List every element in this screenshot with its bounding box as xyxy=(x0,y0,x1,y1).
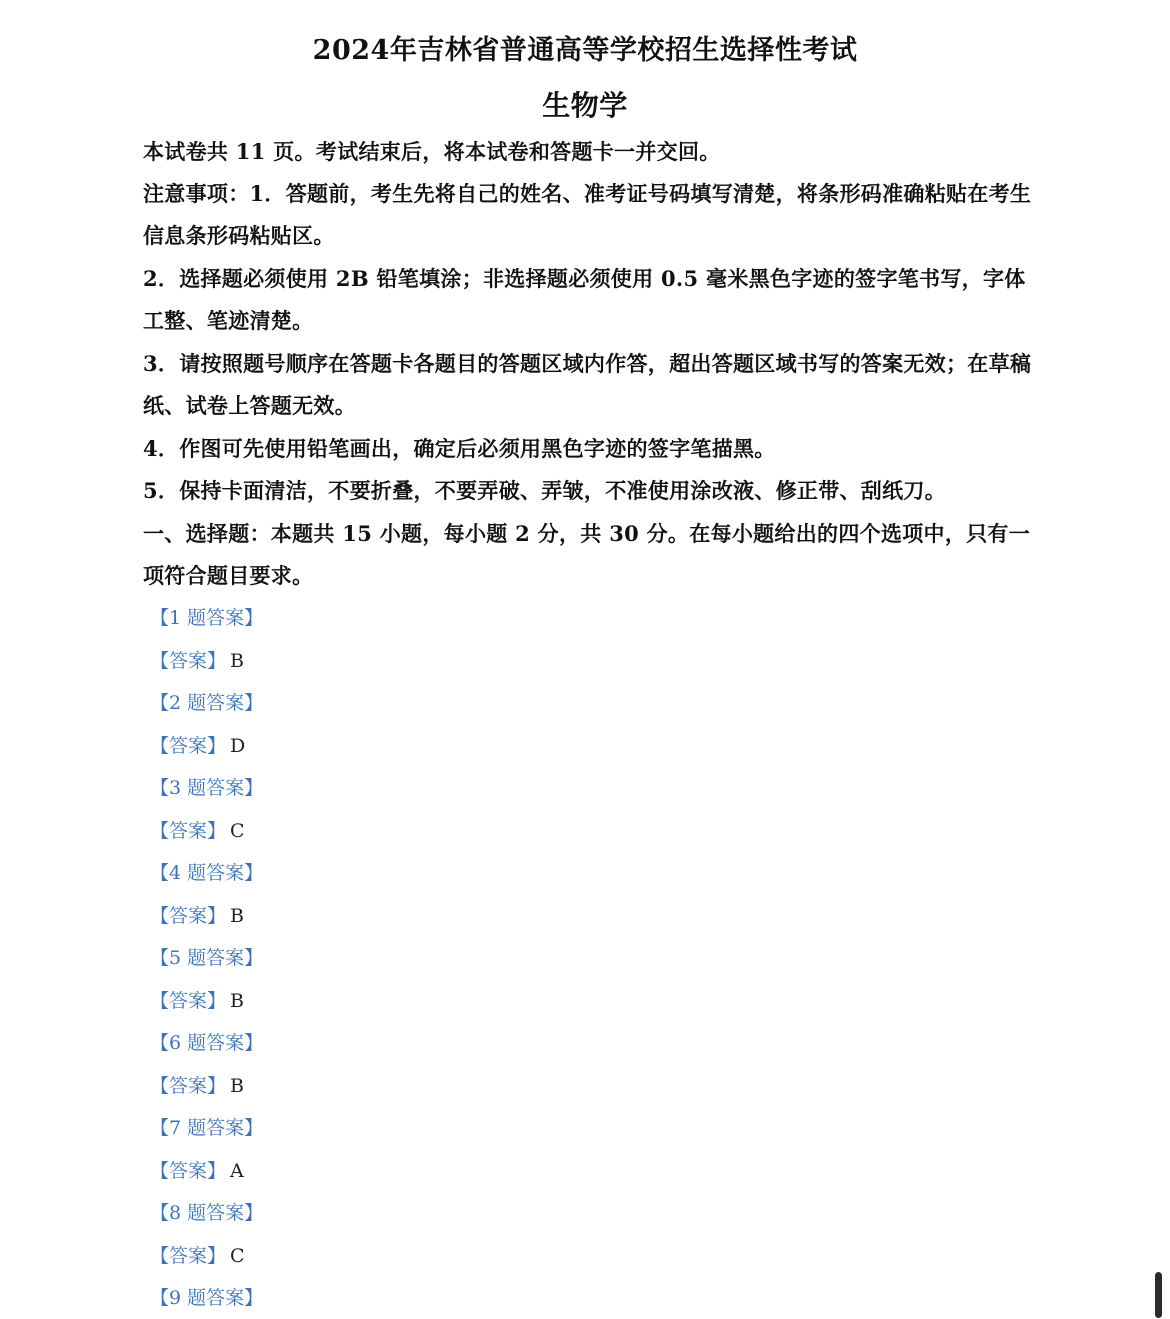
answer-label: 【答案】 xyxy=(150,735,227,757)
answer-value: D xyxy=(230,735,246,757)
answer-label: 【答案】 xyxy=(150,990,227,1012)
answer-row-8 xyxy=(150,1243,245,1269)
answer-label: 【答案】 xyxy=(150,1160,227,1182)
answer-heading-7: 【7 题答案】 xyxy=(150,1117,264,1139)
section-heading: 一、选择题：本题共 15 小题，每小题 2 分，共 30 分。在每小题给出的四个选项中，只有一项符合题目要求。 xyxy=(143,521,1031,588)
answer-row-7 xyxy=(150,1158,244,1184)
note-2: 2．选择题必须使用 2B 铅笔填涂；非选择题必须使用 0.5 毫米黑色字迹的签字笔书写，字体工整、笔迹清楚。 xyxy=(143,266,1026,333)
note-5: 5．保持卡面清洁，不要折叠，不要弄破、弄皱，不准使用涂改液、修正带、刮纸刀。 xyxy=(143,478,947,503)
note-4: 4．作图可先使用铅笔画出，确定后必须用黑色字迹的签字笔描黑。 xyxy=(143,436,776,461)
note-1: 注意事项：1．答题前，考生先将自己的姓名、准考证号码填写清楚，将条形码准确粘贴在考生信息条形码粘贴区。 xyxy=(143,181,1032,248)
answer-row-4 xyxy=(150,903,244,929)
answer-label: 【答案】 xyxy=(150,650,227,672)
answer-row-3 xyxy=(150,818,245,844)
scrollbar-thumb[interactable] xyxy=(1155,1272,1162,1318)
answer-value: C xyxy=(230,1245,245,1267)
answer-heading-2: 【2 题答案】 xyxy=(150,692,264,714)
answer-label: 【答案】 xyxy=(150,1075,227,1097)
answer-value: B xyxy=(230,905,244,927)
answer-heading-4: 【4 题答案】 xyxy=(150,862,264,884)
note-3: 3．请按照题号顺序在答题卡各题目的答题区域内作答，超出答题区域书写的答案无效；在草稿纸、试卷上答题无效。 xyxy=(143,351,1032,418)
answer-row-1 xyxy=(150,648,244,674)
intro-text: 本试卷共 11 页。考试结束后，将本试卷和答题卡一并交回。 xyxy=(143,139,721,164)
answer-label: 【答案】 xyxy=(150,1245,227,1267)
answer-heading-3: 【3 题答案】 xyxy=(150,777,264,799)
answer-row-6 xyxy=(150,1073,244,1099)
answer-value: B xyxy=(230,1075,244,1097)
answer-value: B xyxy=(230,650,244,672)
answer-row-5 xyxy=(150,988,244,1014)
answer-heading-6: 【6 题答案】 xyxy=(150,1032,264,1054)
answer-row-2 xyxy=(150,733,245,759)
subject-title: 生物学 xyxy=(542,89,628,122)
exam-title: 2024年吉林省普通高等学校招生选择性考试 xyxy=(312,35,858,66)
answer-heading-5: 【5 题答案】 xyxy=(150,947,264,969)
answer-value: B xyxy=(230,990,244,1012)
answer-label: 【答案】 xyxy=(150,820,227,842)
answer-value: C xyxy=(230,820,245,842)
answer-value: A xyxy=(230,1160,244,1182)
answer-heading-9: 【9 题答案】 xyxy=(150,1287,264,1309)
answer-label: 【答案】 xyxy=(150,905,227,927)
answer-heading-8: 【8 题答案】 xyxy=(150,1202,264,1224)
answer-heading-1: 【1 题答案】 xyxy=(150,607,264,629)
